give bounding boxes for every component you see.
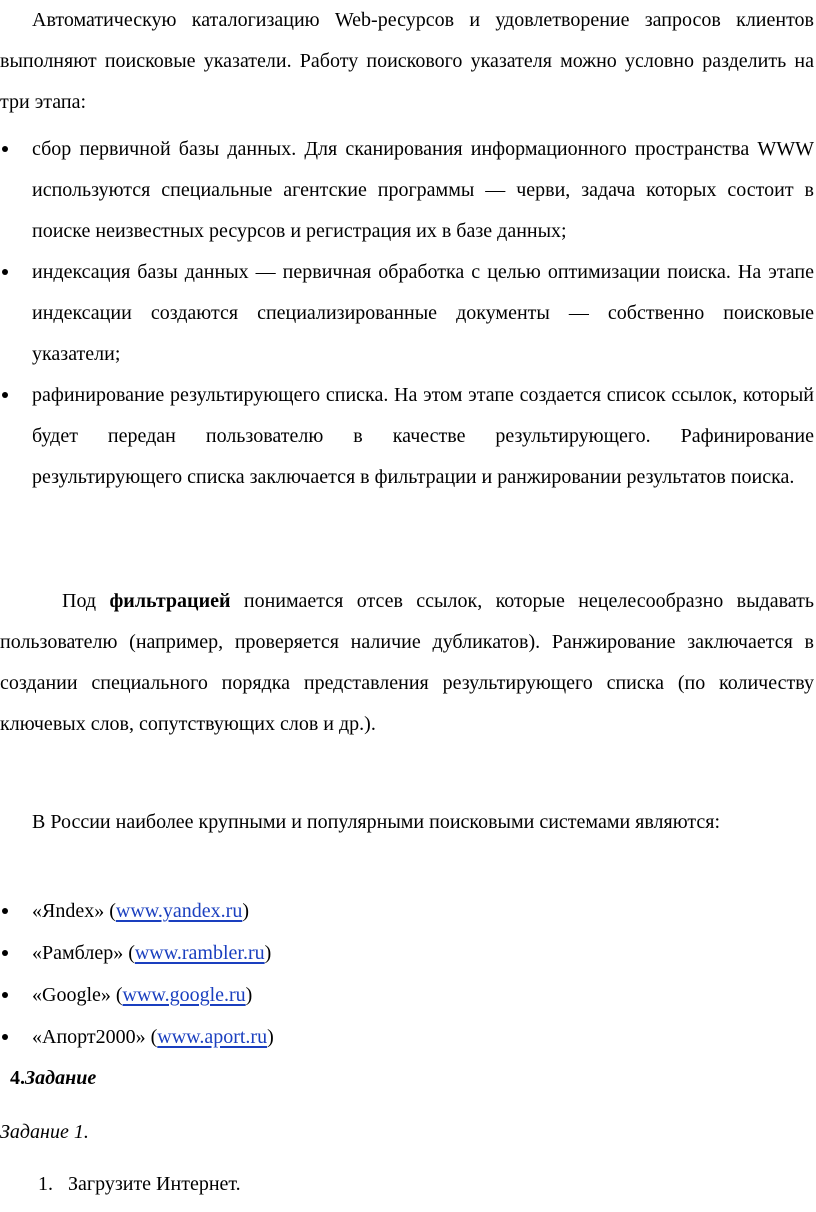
system-close: ): [267, 1026, 274, 1048]
rambler-link[interactable]: www.rambler.ru: [134, 942, 265, 964]
system-close: ): [242, 900, 250, 922]
steps-list: [0, 1164, 241, 1204]
bullet-icon: [2, 908, 8, 914]
bullet-icon: [2, 1034, 8, 1040]
bullet-icon: [2, 950, 8, 956]
system-name: «Google» (: [32, 984, 123, 1006]
filtering-prefix: Под: [62, 590, 110, 612]
filtering-term: фильтрацией: [109, 590, 231, 612]
system-name: «Яndex» (: [32, 900, 116, 922]
task-title: Задание 1.: [0, 1121, 89, 1143]
yandex-link[interactable]: www.yandex.ru: [115, 900, 243, 922]
bullet-icon: [2, 992, 8, 998]
stages-list: [0, 129, 816, 498]
list-item: [0, 375, 814, 498]
section-number: 4.: [10, 1067, 25, 1089]
bullet-icon: [2, 146, 8, 152]
bullet-icon: [2, 392, 8, 398]
filtering-rest: понимается отсев ссылок, которые нецелесообразно выдавать пользователю (например, проверяется наличие дубликатов). Ранжирование заключается в создании специального порядка представления результирующего списка (по количеству ключевых слов, сопутствующих слов и др.).: [0, 590, 815, 735]
intro-paragraph: Автоматическую каталогизацию Web-ресурсов и удовлетворение запросов клиентов выполняют поисковые указатели. Работу поискового указателя можно условно разделить на три этапа:: [0, 9, 814, 113]
system-close: ): [245, 984, 253, 1006]
russia-intro-paragraph: В России наиболее крупными и популярными поисковыми системами являются:: [32, 811, 721, 833]
list-item: [0, 974, 274, 1016]
search-systems-list: [0, 890, 274, 1058]
stage-text: индексация базы данных — первичная обработка с целью оптимизации поиска. На этапе индексации создаются специализированные документы — собственно поисковые указатели;: [32, 261, 814, 365]
google-link[interactable]: www.google.ru: [122, 984, 246, 1006]
system-name: «Апорт2000» (: [32, 1026, 158, 1048]
list-item: [0, 890, 274, 932]
section-heading: [10, 1060, 96, 1096]
list-item: [0, 932, 274, 974]
step-number: 1.: [38, 1173, 53, 1195]
step-text: Загрузите Интернет.: [68, 1173, 241, 1195]
list-item: [0, 1016, 274, 1058]
list-item: [0, 129, 814, 252]
list-item: [0, 252, 814, 375]
filtering-paragraph: [0, 581, 814, 745]
list-item: [0, 1164, 241, 1204]
section-title: Задание: [25, 1067, 97, 1089]
stage-text: рафинирование результирующего списка. На этом этапе создается список ссылок, который будет передан пользователю в качестве результирующего. Рафинирование результирующего списка заключается в фильтрации и ранжировании результатов поиска.: [32, 384, 814, 488]
system-close: ): [264, 942, 272, 964]
stage-text: сбор первичной базы данных. Для сканирования информационного пространства WWW используются специальные агентские программы — черви, задача которых состоит в поиске неизвестных ресурсов и регистрация их в базе данных;: [32, 138, 814, 242]
bullet-icon: [2, 269, 8, 275]
system-name: «Рамблер» (: [32, 942, 135, 964]
aport-link[interactable]: www.aport.ru: [157, 1026, 268, 1048]
